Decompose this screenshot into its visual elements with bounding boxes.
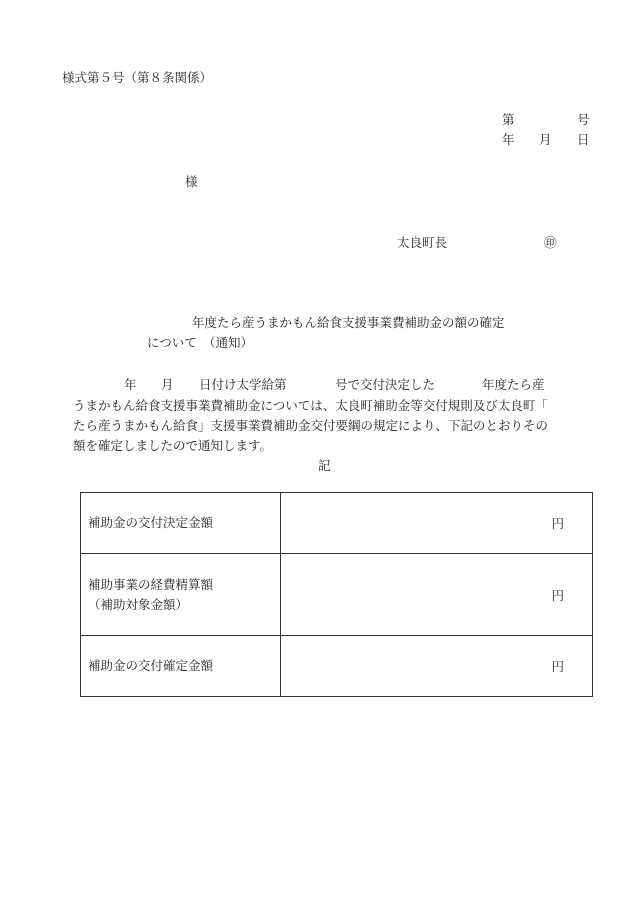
amount-table — [80, 492, 593, 697]
date-year: 年 — [502, 132, 515, 147]
body-tail: 年度たら産 — [482, 377, 545, 392]
yen-unit: 円 — [551, 516, 564, 531]
row-label-text: 補助金の交付決定金額 — [88, 515, 214, 530]
amount-cell — [281, 554, 593, 636]
table-row — [81, 554, 593, 636]
body-year: 年 — [124, 377, 137, 392]
table-row — [81, 636, 593, 697]
body-reference: 日付け太学給第 — [199, 377, 287, 392]
amount-cell — [281, 636, 593, 697]
row-label — [81, 636, 281, 697]
row-label — [81, 493, 281, 554]
recipient-suffix: 様 — [185, 174, 198, 189]
issuer-title: 太良町長 — [397, 235, 448, 250]
body-line4: 額を確定しましたので通知します。 — [73, 438, 273, 453]
notice-title-line2: について （通知） — [147, 335, 254, 350]
doc-number-prefix: 第 — [502, 112, 515, 127]
form-label: 様式第５号（第８条関係） — [62, 70, 213, 85]
row-label — [81, 554, 281, 636]
amount-cell — [281, 493, 593, 554]
row-label-sub: （補助対象金額） — [88, 596, 189, 612]
body-line2: うまかもん給食支援事業費補助金については、太良町補助金等交付規則及び太良町「 — [73, 398, 548, 413]
row-label-text: 補助事業の経費精算額 — [88, 576, 214, 592]
body-line3: たら産うまかもん給食」支援事業費補助金交付要綱の規定により、下記のとおりその — [73, 418, 549, 433]
notice-title-line1: 年度たら産うまかもん給食支援事業費補助金の額の確定 — [192, 315, 505, 330]
table-row — [81, 493, 593, 554]
doc-number-suffix: 号 — [577, 112, 590, 127]
date-month: 月 — [539, 132, 552, 147]
seal-mark: ㊞ — [544, 235, 557, 250]
row-label-text: 補助金の交付確定金額 — [88, 658, 214, 673]
date-day: 日 — [577, 132, 590, 147]
body-go: 号で交付決定した — [335, 377, 436, 392]
ki-heading: 記 — [318, 458, 331, 473]
body-month: 月 — [161, 377, 174, 392]
yen-unit: 円 — [551, 587, 564, 603]
yen-unit: 円 — [551, 659, 564, 674]
